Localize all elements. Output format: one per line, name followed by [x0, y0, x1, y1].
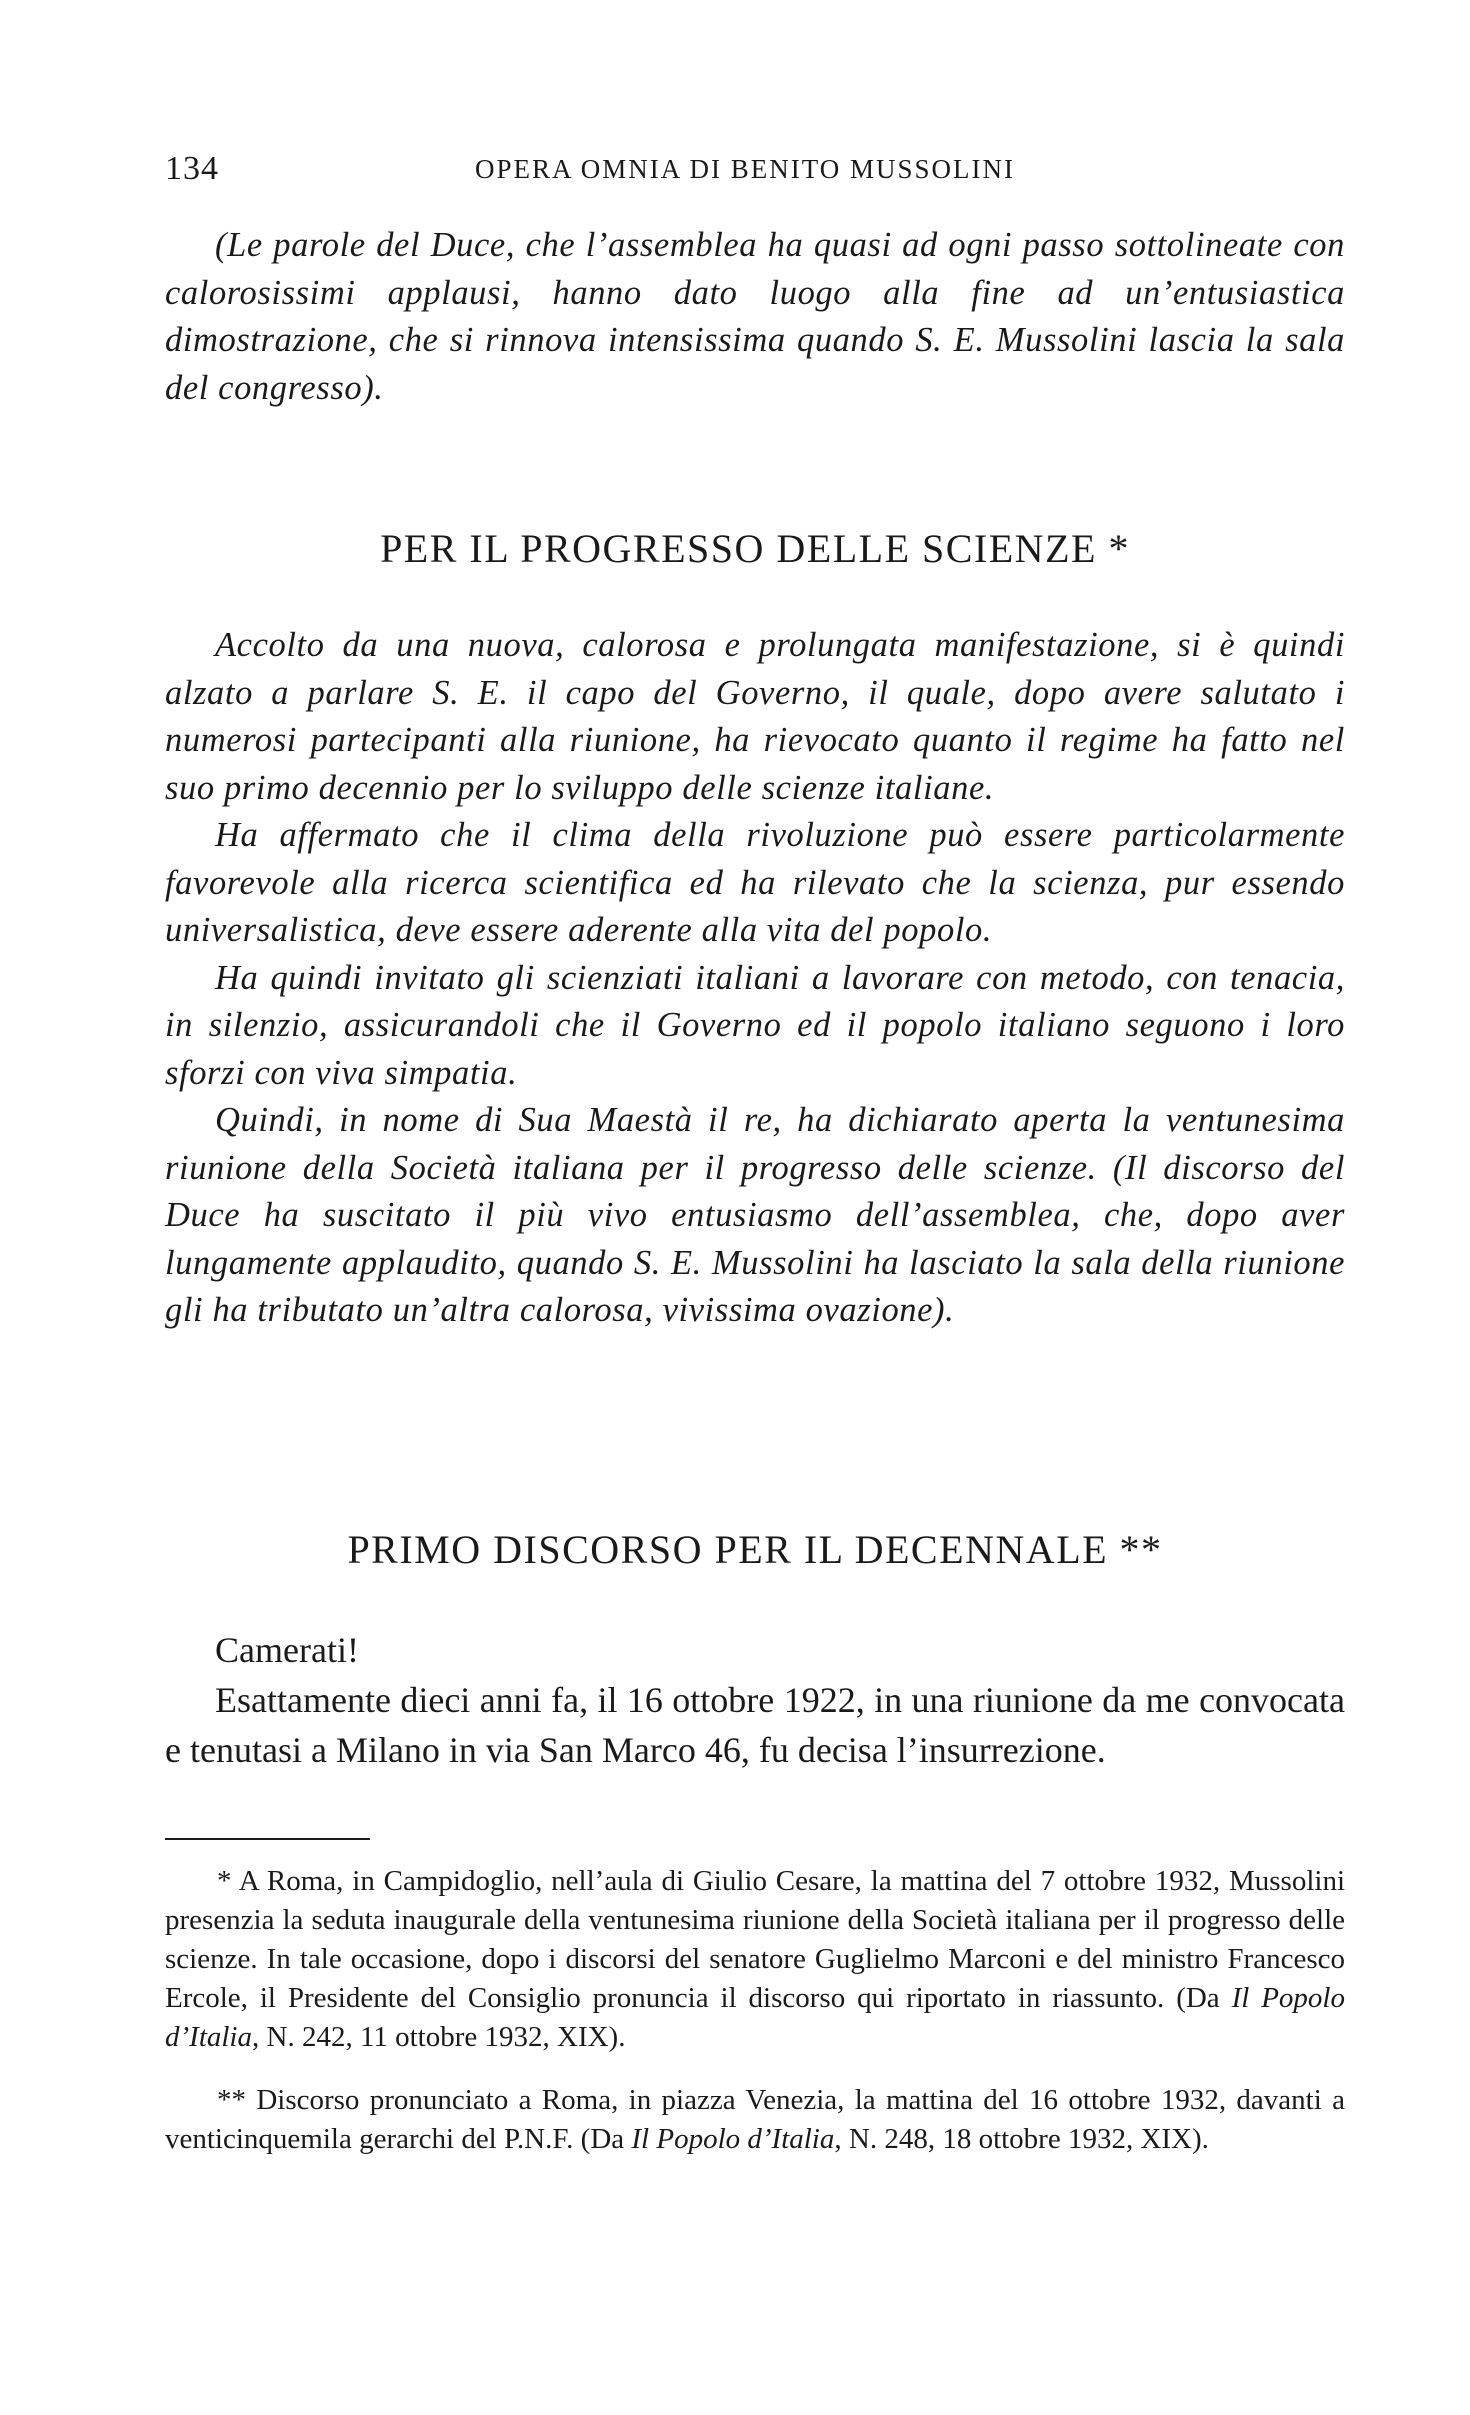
section-title-decennale: PRIMO DISCORSO PER IL DECENNALE **: [347, 1527, 1163, 1572]
body-paragraph: Quindi, in nome di Sua Maestà il re, ha dichiarato aperta la ventunesima riunione della Società italiana per il progresso delle scienze. (Il discorso del Duce ha suscitato il più vivo entusiasmo dell’assemblea, che, dopo aver lungamente applaudito, quando S. E. Mussolini ha lasciato la sala della riunione gli ha tributato un’altra calorosa, vivissima ovazione).: [165, 1101, 1345, 1329]
footnote-1: [165, 1862, 1345, 2057]
footnote-1-text: * A Roma, in Campidoglio, nell’aula di Giulio Cesare, la mattina del 7 ottobre 1932, Mussolini presenzia la seduta inaugurale della ventunesima riunione della Società italiana per il progresso delle scienze. In tale occasione, dopo i discorsi del senatore Guglielmo Marconi e del ministro Francesco Ercole, il Presidente del Consiglio pronuncia il discorso qui riportato in riassunto. (Da: [165, 1865, 1345, 2014]
footnote-2-text: ** Discorso pronunciato a Roma, in piazza Venezia, la mattina del 16 ottobre 1932, davanti a venticinquemila gerarchi del P.N.F. (Da: [165, 2084, 1345, 2155]
footnote-divider: [165, 1838, 370, 1840]
body-paragraph: Esattamente dieci anni fa, il 16 ottobre 1922, in una riunione da me convocata e tenutasi a Milano in via San Marco 46, fu decisa l’insurrezione.: [165, 1680, 1345, 1770]
section-scienze-body: [165, 622, 1345, 1335]
salutation: Camerati!: [215, 1630, 359, 1670]
body-paragraph: Accolto da una nuova, calorosa e prolungata manifestazione, si è quindi alzato a parlare S. E. il capo del Governo, il quale, dopo avere salutato i numerosi partecipanti alla riunione, ha rievocato quanto il regime ha fatto nel suo primo decennio per lo sviluppo delle scienze italiane.: [165, 626, 1345, 807]
footnotes: [165, 1862, 1345, 2159]
footnote-2-tail: , N. 248, 18 ottobre 1932, XIX).: [834, 2123, 1209, 2155]
footnote-1-tail: , N. 242, 11 ottobre 1932, XIX).: [252, 2021, 626, 2053]
intro-paragraph: (Le parole del Duce, che l’assemblea ha quasi ad ogni passo sottolineate con calorosissimi applausi, hanno dato luogo alla fine ad un’entusiastica dimostrazione, che si rinnova intensissima quando S. E. Mussolini lascia la sala del congresso).: [165, 226, 1345, 407]
body-paragraph: Ha affermato che il clima della rivoluzione può essere particolarmente favorevole alla ricerca scientifica ed ha rilevato che la scienza, pur essendo universalistica, deve essere aderente alla vita del popolo.: [165, 816, 1345, 949]
footnote-2-source: Il Popolo d’Italia: [631, 2123, 835, 2155]
footnote-1-source: Il Popolo d’Italia: [165, 1982, 1345, 2053]
body-paragraph: Ha quindi invitato gli scienziati italiani a lavorare con metodo, con tenacia, in silenzio, assicurandoli che il Governo ed il popolo italiano seguono i loro sforzi con viva simpatia.: [165, 958, 1345, 1092]
section-title-scienze: PER IL PROGRESSO DELLE SCIENZE *: [380, 526, 1130, 571]
intro-block: [165, 222, 1345, 412]
footnote-2: [165, 2081, 1345, 2159]
running-head-title: OPERA OMNIA DI BENITO MUSSOLINI: [474, 154, 1016, 184]
running-head: [165, 150, 1345, 200]
page-number: 134: [165, 150, 219, 187]
section-decennale-body: [165, 1625, 1345, 1775]
